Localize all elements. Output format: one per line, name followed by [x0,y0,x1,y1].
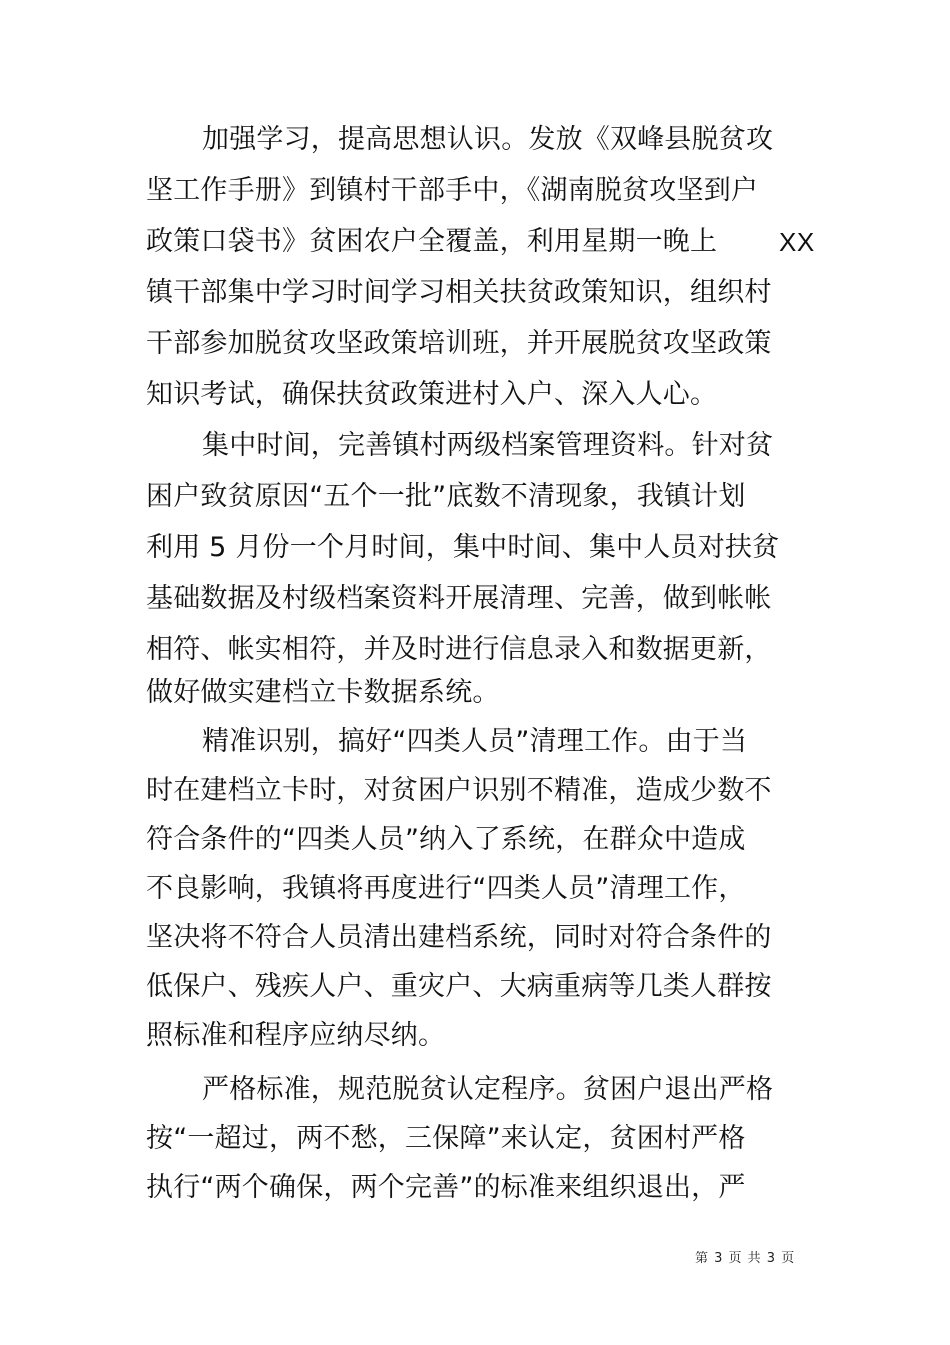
margin-mark: XX [779,227,815,257]
paragraph-1-line-1: 加强学习，提高思想认识。发放《双峰县脱贫攻 [202,124,774,155]
paragraph-3-line-6: 低保户、残疾人户、重灾户、大病重病等几类人群按 [146,971,772,1002]
paragraph-2-line-2: 困户致贫原因“五个一批”底数不清现象，我镇计划 [146,481,746,512]
paragraph-3-line-7: 照标准和程序应纳尽纳。 [146,1020,446,1051]
paragraph-1-line-2: 坚工作手册》到镇村干部手中，《湖南脱贫攻坚到户 [146,175,759,206]
paragraph-3-line-4: 不良影响，我镇将再度进行“四类人员”清理工作， [146,873,746,904]
paragraph-4-line-1: 严格标准，规范脱贫认定程序。贫困户退出严格 [202,1074,774,1105]
paragraph-1-line-5: 干部参加脱贫攻坚政策培训班，并开展脱贫攻坚政策 [146,328,772,359]
paragraph-3-line-1: 精准识别，搞好“四类人员”清理工作。由于当 [202,726,748,757]
paragraph-2-line-5: 相符、帐实相符，并及时进行信息录入和数据更新， [146,634,772,665]
paragraph-3-line-5: 坚决将不符合人员清出建档系统，同时对符合条件的 [146,922,772,953]
paragraph-2-line-3: 利用 5 月份一个月时间，集中时间、集中人员对扶贫 [146,532,780,563]
page-number-footer: 第 3 页 共 3 页 [695,1251,796,1266]
paragraph-2-line-6: 做好做实建档立卡数据系统。 [146,677,500,708]
paragraph-4-line-3: 执行“两个确保，两个完善”的标准来组织退出，严 [146,1172,746,1203]
paragraph-3-line-2: 时在建档立卡时，对贫困户识别不精准，造成少数不 [146,775,772,806]
paragraph-1-line-4: 镇干部集中学习时间学习相关扶贫政策知识，组织村 [146,277,772,308]
paragraph-3-line-3: 符合条件的“四类人员”纳入了系统，在群众中造成 [146,824,746,855]
paragraph-1-line-3: 政策口袋书》贫困农户全覆盖，利用星期一晚上 [146,226,718,257]
paragraph-2-line-1: 集中时间，完善镇村两级档案管理资料。针对贫 [202,430,774,461]
paragraph-2-line-4: 基础数据及村级档案资料开展清理、完善，做到帐帐 [146,583,772,614]
paragraph-1-line-6: 知识考试，确保扶贫政策进村入户、深入人心。 [146,379,718,410]
paragraph-4-line-2: 按“一超过，两不愁，三保障”来认定，贫困村严格 [146,1123,746,1154]
